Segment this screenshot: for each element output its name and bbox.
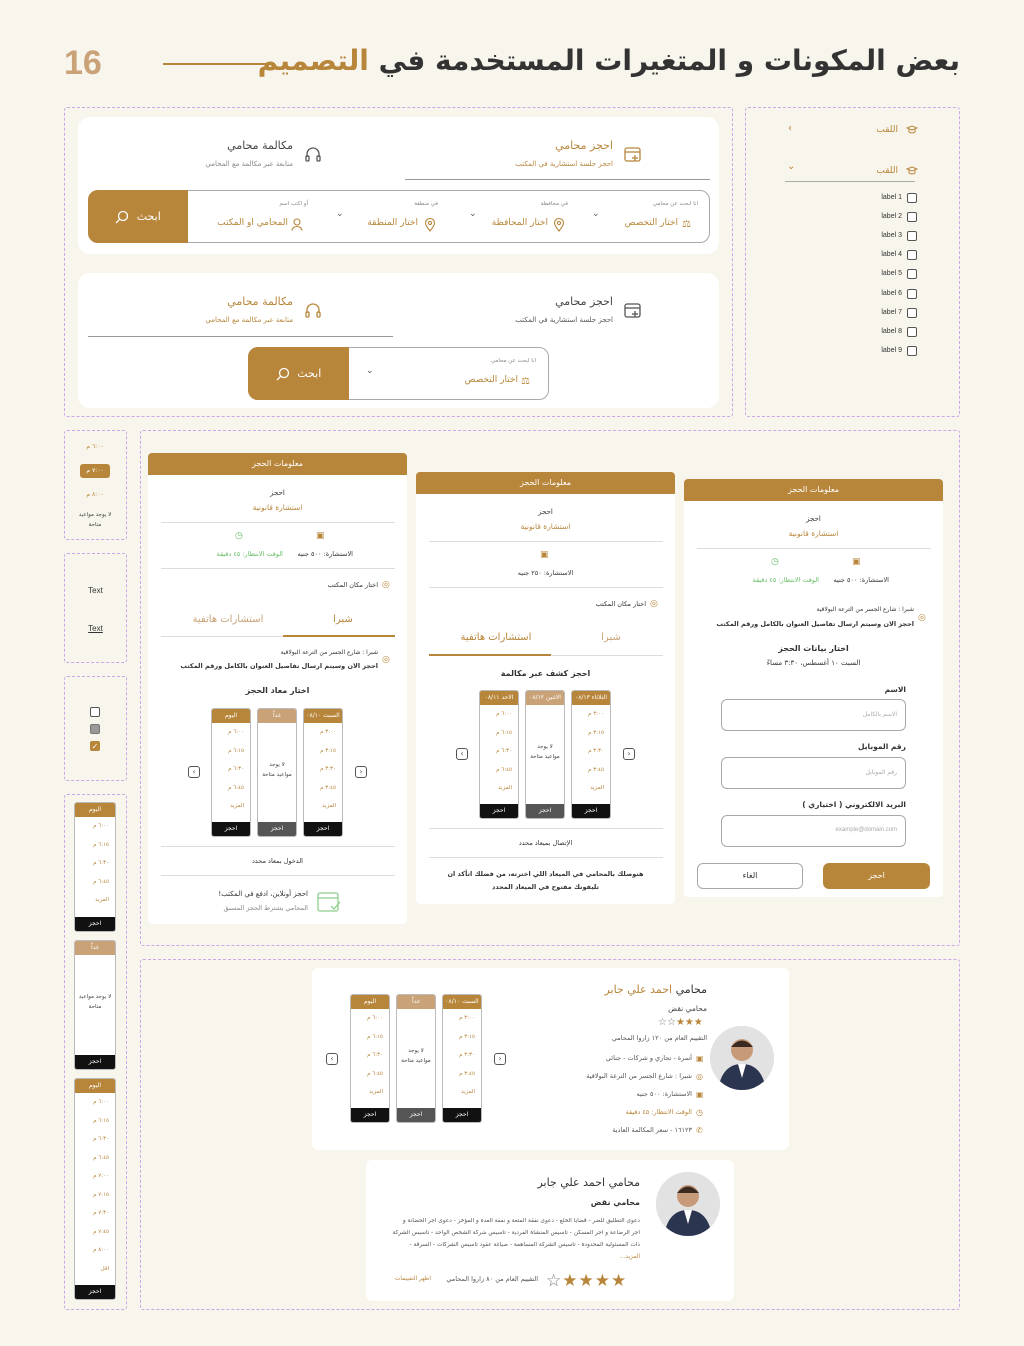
page-title-main: بعض المكونات و المتغيرات المستخدمة في [378, 44, 960, 77]
lawyer-name-main[interactable]: احمد علي جابر [604, 983, 673, 996]
search-button[interactable] [88, 190, 188, 243]
star-empty-icon: ☆ [546, 1271, 562, 1291]
gov-label: في محافظة [540, 201, 568, 207]
booking-data-title: اختار بيانات الحجز [778, 644, 849, 653]
lawyer-role: محامي نقض [668, 1004, 707, 1013]
chevron-down-icon[interactable]: ⌄ [366, 366, 374, 376]
day-header: غداً [397, 995, 435, 1009]
spec-label: انا ابحث عن محامي [652, 201, 698, 207]
filter-checkbox[interactable] [907, 212, 917, 222]
time-slot[interactable]: ٦:٠٠ م [93, 823, 109, 829]
area-value[interactable]: اختار المنطقة [367, 218, 418, 228]
day-header: الاحد ٠٨/١١ [480, 691, 518, 705]
gavel-icon: ⚖ [682, 219, 691, 230]
day-header: اليوم [75, 803, 115, 817]
online-title: احجز أونلاين، ادفع في المكتب! [218, 890, 308, 898]
time-slot[interactable]: ٦:١٥ م [228, 747, 244, 754]
time-slot[interactable]: ٦:٣٠ م [496, 748, 512, 754]
fee-text: الاستشارة: ٥٠٠ جنيه [833, 576, 889, 584]
lawyer-name-prefix: محامي [675, 983, 707, 996]
tab-phone[interactable]: استشارات هاتفية [460, 632, 532, 643]
day-column [74, 1078, 116, 1300]
filter-checkbox[interactable] [907, 250, 917, 260]
rating-stars [658, 1017, 703, 1028]
location-pin-icon: ◎ [382, 655, 390, 665]
lawyer-specs: أسرة - تجاري و شركات - جنائي [605, 1054, 692, 1062]
chevron-down-icon[interactable]: ⌄ [469, 209, 477, 219]
page-number: 16 [64, 44, 102, 82]
time-slot[interactable]: ٣:٠٠ م [320, 729, 336, 735]
time-slot[interactable]: ٦:٣٠ م [367, 1052, 383, 1058]
money-icon: ▣ [696, 1090, 704, 1099]
arrow-left-button[interactable]: ‹ [326, 1053, 338, 1065]
phone-label: رقم الموبايل [858, 742, 906, 751]
star-filled-icon: ★ [594, 1271, 610, 1291]
star-filled-icon: ★ [693, 1017, 703, 1028]
empty-slots-text: لا يوجد مواعيد متاحة [78, 994, 112, 1010]
search-button-label: ابحث [136, 210, 161, 223]
time-slot[interactable]: ٣:٠٠ م [459, 1015, 475, 1021]
call-note: هنوصلك بالمحامي في الميعاد اللي اخترته، من فضلك اتأكد ان تليفونك مفتوح في الميعاد المحدد [447, 870, 644, 891]
arrow-right-button[interactable]: › [494, 1053, 506, 1065]
time-slot[interactable]: ٣:٣٠ م [320, 766, 336, 772]
divider [429, 587, 663, 588]
day-header: السبت ٠٨/١٠ [443, 995, 481, 1009]
filter-item-label: label 8 [881, 327, 902, 335]
filter-item-label: label 6 [881, 289, 902, 297]
day-header: غداً [75, 941, 115, 955]
filter-title: اللقب [876, 125, 898, 135]
lawyer-rating: التقييم العام من ١٢٠ زاروا المحامي [611, 1034, 707, 1042]
place-text: اختار مكان المكتب [595, 600, 646, 608]
time-slot[interactable]: ٧:٤٥ م [93, 1228, 109, 1235]
address-line: شبرا : شارع الجسر من الترعة البولاقية [280, 649, 378, 656]
booking-header: معلومات الحجز [148, 453, 407, 475]
gavel-icon: ⚖ [521, 376, 530, 387]
time-slot[interactable]: ٦:٣٠ م [93, 860, 109, 866]
text-sample-link[interactable]: Text [88, 624, 103, 633]
location-pin-icon: ◎ [650, 599, 658, 609]
day-column [479, 690, 519, 819]
search-card-narrow [78, 273, 719, 408]
filter-item-label: label 7 [881, 308, 902, 316]
rating-stars [546, 1271, 627, 1291]
lawyer-profile-card [366, 1160, 734, 1301]
day-header: غداً [258, 709, 296, 723]
day-header: اليوم [351, 995, 389, 1009]
book-label: احجز [806, 515, 821, 523]
day-column [303, 708, 343, 837]
headset-icon [303, 301, 323, 321]
day-header: اليوم [212, 709, 250, 723]
book-slot-button[interactable]: احجز [258, 822, 296, 836]
clock-icon: ◷ [235, 531, 243, 541]
call-line: الإتصال بميعاد محدد [518, 839, 573, 847]
pick-time-title: اختار معاد الحجز [245, 686, 310, 695]
filter-checkbox[interactable] [907, 269, 917, 279]
filter-section [745, 107, 960, 417]
address-note: احجز الان وسيتم ارسال تفاصيل العنوان بالكامل ورقم المكتب [180, 662, 378, 670]
wait-text: الوقت الانتظار: ٤٥ دقيقة [752, 576, 819, 584]
time-slot[interactable]: ٦:١٥ م [496, 729, 512, 736]
name-label: أو اكتب اسم [279, 201, 308, 207]
filter-divider [785, 181, 915, 182]
book-slot-button[interactable]: احجز [75, 1285, 115, 1299]
filter-item-label: label 4 [881, 251, 902, 259]
day-column [571, 690, 611, 819]
time-slot[interactable]: ٣:٣٠ م [459, 1052, 475, 1058]
divider [161, 568, 395, 569]
pick-call-title: احجز كشف عبر مكالمة [500, 669, 591, 678]
divider [161, 846, 395, 847]
profile-desc-1: دعوى التطليق للضر - قضايا الخلع - دعوى نفقة المتعة و نفقة العدة و المؤخر - دعوى اجر الحضانة و [402, 1218, 640, 1224]
checkbox-unchecked[interactable] [90, 707, 100, 717]
call-tab-title[interactable]: مكالمة محامي [227, 295, 293, 308]
lawyer-fee: الاستشارة: ٥٠٠ جنيه [636, 1090, 692, 1098]
time-slot[interactable]: ٦:٣٠ م [93, 1136, 109, 1142]
name-placeholder: الاسم بالكامل [862, 711, 897, 718]
cancel-button[interactable]: الغاء [697, 863, 803, 889]
filter-checkbox[interactable] [907, 193, 917, 203]
wait-text: الوقت الانتظار: ٤٥ دقيقة [216, 550, 283, 558]
profile-name[interactable]: محامي احمد علي جابر [537, 1176, 640, 1189]
location-pin-icon: ◎ [918, 613, 926, 623]
email-placeholder: example@domain.com [835, 827, 897, 833]
arrow-left-button[interactable]: ‹ [456, 748, 468, 760]
time-slot[interactable]: ٧:٣٠ م [93, 1210, 109, 1216]
time-slot[interactable]: ٦:١٥ م [93, 1117, 109, 1124]
filter-title: اللقب [876, 166, 898, 176]
book-tab-title[interactable]: احجز محامي [555, 139, 613, 152]
lawyer-wait: الوقت الانتظار: ٤٥ دقيقة [625, 1108, 692, 1116]
filter-header-collapsed[interactable] [780, 122, 920, 140]
book-slot-button[interactable]: احجز [75, 917, 115, 931]
booking-header: معلومات الحجز [416, 472, 675, 494]
calendar-check-icon [316, 889, 342, 913]
day-column [442, 994, 482, 1123]
filter-checkbox[interactable] [907, 346, 917, 356]
time-slot[interactable]: ٣:١٥ م [588, 729, 604, 736]
book-label: احجز [270, 489, 285, 497]
time-slot[interactable]: ٧:١٥ م [93, 1191, 109, 1198]
book-tab-title[interactable]: احجز محامي [555, 295, 613, 308]
spec-value[interactable]: اختار التخصص [464, 375, 518, 385]
book-slot-button[interactable]: احجز [212, 822, 250, 836]
divider [429, 828, 663, 829]
clock-icon: ◷ [696, 1108, 703, 1117]
name-value[interactable]: المحامي او المكتب [217, 218, 288, 228]
filter-checkbox[interactable] [907, 308, 917, 318]
divider [161, 875, 395, 876]
star-filled-icon: ★ [611, 1271, 627, 1291]
checkbox-disabled [90, 724, 100, 734]
booking-date: السبت ١٠ أغسطس، ٣:٣٠ مساءً [766, 659, 861, 667]
booking-header: معلومات الحجز [684, 479, 943, 501]
day-header: الثلاثاء ٠٨/١٣ [572, 691, 610, 705]
walkin-text: الدخول بمعاد محدد [252, 857, 303, 865]
filter-checkbox[interactable] [907, 231, 917, 241]
more-link[interactable]: المزيد [369, 1089, 383, 1095]
location-pin-icon: ◎ [382, 580, 390, 590]
profile-rating: التقييم العام من ٨٠ زاروا المحامي [446, 1275, 538, 1283]
divider [429, 541, 663, 542]
arrow-right-button[interactable]: › [355, 766, 367, 778]
profile-desc-2: أجر الرضاعة و اجر المسكن - تأسيس المنشأة الفردية - تأسيس شركة الشخص الواحد - تأسيس الشركة [392, 1230, 640, 1236]
lawyer-avatar [710, 1026, 774, 1090]
call-tab-sub: متابعة عبر مكالمة مع المحامي [205, 160, 293, 168]
star-empty-icon: ☆ [666, 1017, 676, 1028]
fee-text: الاستشارة: ٥٠٠ جنيه [297, 550, 353, 558]
filter-item-label: label 2 [881, 213, 902, 221]
day-column [211, 708, 251, 837]
time-chip[interactable]: ٦:٠٠ م [86, 443, 104, 450]
book-slot-button[interactable]: احجز [572, 804, 610, 818]
active-tab-underline [283, 635, 395, 637]
booking-card-a [148, 453, 407, 924]
show-reviews-link[interactable]: اظهر التقييمات [394, 1276, 431, 1282]
grad-cap-icon [906, 125, 918, 135]
time-slot[interactable]: ٦:٠٠ م [367, 1015, 383, 1021]
more-link[interactable]: اقل [100, 1265, 109, 1272]
money-icon: ▣ [852, 557, 861, 567]
day-header: اليوم [75, 1079, 115, 1093]
search-button-label: ابحث [297, 367, 322, 380]
address-line: شبرا : شارع الجسر من الترعة البولاقية [816, 606, 914, 613]
lawyer-call: ١٦١٢٣ - سعر المكالمة العادية [612, 1126, 692, 1134]
more-link[interactable]: المزيد [498, 785, 512, 791]
time-slot[interactable]: ٦:٠٠ م [93, 1099, 109, 1105]
profile-desc-3: ذات المسئولية المحدودة - تأسيس الشركة المساهمة - صياغة عقود تأسيس الشركات - السرقة - [409, 1242, 640, 1248]
star-filled-icon: ★ [578, 1271, 594, 1291]
confirm-button[interactable]: احجز [823, 863, 930, 889]
time-slot[interactable]: ٦:٤٥ م [496, 766, 512, 773]
consult-type: استشارة قانونية [520, 522, 571, 531]
spec-value[interactable]: اختار التخصص [624, 218, 678, 228]
calendar-add-icon [623, 300, 643, 320]
phone-icon: ✆ [696, 1126, 703, 1135]
more-link[interactable]: المزيد [461, 1089, 475, 1095]
time-slot[interactable]: ٣:١٥ م [320, 747, 336, 754]
name-label: الاسم [884, 685, 906, 694]
day-column [396, 994, 436, 1123]
time-chip[interactable]: ٨:٠٠ م [86, 491, 104, 498]
email-input[interactable] [721, 815, 906, 847]
time-slot[interactable]: ٦:١٥ م [367, 1033, 383, 1040]
grad-cap-icon [906, 166, 918, 176]
more-link[interactable]: المزيد [322, 803, 336, 809]
day-column [74, 802, 116, 932]
filter-header-expanded[interactable] [780, 163, 920, 181]
tab-shubra[interactable]: شبرا [333, 614, 353, 625]
star-empty-icon: ☆ [658, 1017, 667, 1028]
time-slot[interactable]: ٣:٠٠ م [588, 711, 604, 717]
text-samples-panel [64, 553, 127, 663]
checkbox-checked[interactable]: ✓ [91, 742, 99, 751]
spec-label: انا ابحث عن محامي [490, 358, 536, 364]
day-column [525, 690, 565, 819]
lawyer-avatar [656, 1172, 720, 1236]
book-slot-button[interactable]: احجز [526, 804, 564, 818]
time-slot[interactable]: ٣:٤٥ م [459, 1070, 475, 1077]
profile-role: محامي نقض [590, 1198, 640, 1207]
mini-empty-text: لا يوجد مواعيد متاحة [78, 512, 112, 528]
day-column [257, 708, 297, 837]
day-column [350, 994, 390, 1123]
tab-phone[interactable]: استشارات هاتفية [192, 614, 264, 625]
book-tab-underline [405, 179, 710, 180]
more-link[interactable]: المزيد [230, 803, 244, 809]
time-slot[interactable]: ٦:٠٠ م [496, 711, 512, 717]
divider [429, 857, 663, 858]
page-title-accent: التصميم [257, 44, 369, 77]
book-slot-button[interactable]: احجز [397, 1108, 435, 1122]
headset-icon [303, 145, 323, 165]
arrow-left-button[interactable]: ‹ [188, 766, 200, 778]
time-slot[interactable]: ٧:٠٠ م [93, 1173, 109, 1179]
search-icon [276, 367, 290, 381]
location-pin-icon: ◎ [696, 1072, 703, 1081]
chevron-left-icon: ‹ [788, 123, 792, 134]
time-slot[interactable]: ٦:٤٥ م [367, 1070, 383, 1077]
call-tab-underline [88, 336, 393, 337]
call-tab-sub: متابعة عبر مكالمة مع المحامي [205, 316, 293, 324]
time-slot[interactable]: ٦:٤٥ م [228, 784, 244, 791]
star-filled-icon: ★ [684, 1017, 694, 1028]
book-tab-sub: احجز جلسة استشارية في المكتب [515, 316, 613, 324]
user-icon [291, 218, 303, 231]
time-slot[interactable]: ٦:٠٠ م [228, 729, 244, 735]
name-input[interactable] [721, 699, 906, 731]
star-filled-icon: ★ [675, 1017, 685, 1028]
consult-type: استشارة قانونية [252, 503, 303, 512]
address-note: احجز الان وسيتم ارسال تفاصيل العنوان بالكامل ورقم المكتب [716, 620, 914, 628]
area-label: في منطقة [414, 201, 438, 207]
briefcase-icon: ▣ [696, 1054, 704, 1063]
search-button[interactable] [248, 347, 349, 400]
money-icon: ▣ [540, 550, 549, 560]
title-rule [163, 63, 271, 65]
money-icon: ▣ [316, 531, 325, 541]
filter-item-label: label 3 [881, 232, 902, 240]
book-slot-button[interactable]: احجز [75, 1055, 115, 1069]
time-slot[interactable]: ٣:٤٥ م [320, 784, 336, 791]
filter-item-label: label 5 [881, 270, 902, 278]
chevron-down-icon: ⌄ [787, 161, 796, 172]
day-column [74, 940, 116, 1070]
empty-slots-text: لا يوجد مواعيد متاحة [262, 761, 292, 778]
booking-card-b [416, 472, 675, 904]
time-slot[interactable]: ٦:١٥ م [93, 841, 109, 848]
chevron-down-icon[interactable]: ⌄ [336, 209, 344, 219]
lawyer-card [312, 968, 789, 1150]
divider [161, 522, 395, 523]
star-filled-icon: ★ [562, 1271, 578, 1291]
filter-checkbox[interactable] [907, 327, 917, 337]
page-title [257, 44, 960, 77]
text-sample-plain: Text [88, 586, 103, 595]
empty-slots-text: لا يوجد مواعيد متاحة [401, 1047, 431, 1064]
search-card-wide [78, 117, 719, 254]
clock-icon: ◷ [771, 557, 779, 567]
filter-item-label: label 1 [881, 194, 902, 201]
calendar-add-icon [623, 144, 643, 164]
lawyer-address: شبرا : شارع الجسر من الترعة البولاقية [586, 1072, 692, 1080]
day-header: الاثنين ٠٨/١٢ [526, 691, 564, 705]
call-tab-title[interactable]: مكالمة محامي [227, 139, 293, 152]
book-slot-button[interactable]: احجز [480, 804, 518, 818]
tab-shubra[interactable]: شبرا [601, 632, 621, 643]
day-header: السبت ٠٨/١٠ [304, 709, 342, 723]
more-link[interactable]: المزيد [95, 897, 109, 903]
time-slot[interactable]: ٨:٠٠ م [93, 1247, 109, 1253]
book-slot-button[interactable]: احجز [351, 1108, 389, 1122]
time-slot[interactable]: ٦:٤٥ م [93, 1154, 109, 1161]
book-slot-button[interactable]: احجز [443, 1108, 481, 1122]
filter-checkbox[interactable] [907, 289, 917, 299]
gov-value[interactable]: اختار المحافظة [491, 218, 548, 228]
phone-placeholder: رقم الموبايل [865, 769, 897, 776]
more-link[interactable]: المزيد [590, 785, 604, 791]
arrow-right-button[interactable]: › [623, 748, 635, 760]
phone-input[interactable] [721, 757, 906, 789]
consult-type: استشارة قانونية [788, 529, 839, 538]
time-slot[interactable]: ٦:٣٠ م [228, 766, 244, 772]
time-chip-selected[interactable]: ٧:٠٠ م [80, 464, 110, 478]
book-slot-button[interactable]: احجز [304, 822, 342, 836]
time-slot[interactable]: ٣:١٥ م [459, 1033, 475, 1040]
divider [551, 655, 663, 656]
online-sub: المحامي يشترط الحجز المسبق [223, 904, 308, 912]
search-icon [115, 210, 129, 224]
time-slot[interactable]: ٣:٣٠ م [588, 748, 604, 754]
chevron-down-icon[interactable]: ⌄ [592, 209, 600, 219]
fee-text: الاستشارة: ٢٥٠ جنيه [517, 569, 574, 577]
divider [697, 548, 931, 549]
divider [161, 636, 283, 637]
book-label: احجز [538, 508, 553, 516]
time-slot[interactable]: ٦:٤٥ م [93, 878, 109, 885]
place-text: اختار مكان المكتب [327, 581, 378, 589]
profile-more-link[interactable]: المزيد... [619, 1254, 640, 1260]
booking-card-c [684, 479, 943, 897]
book-tab-sub: احجز جلسة استشارية في المكتب [515, 160, 613, 168]
time-slot[interactable]: ٣:٤٥ م [588, 766, 604, 773]
email-label: البريد الالكتروني ( اختياري ) [802, 800, 906, 809]
filter-item-label: label 9 [881, 346, 902, 354]
location-pin-icon [424, 218, 436, 232]
lawyer-name [512, 983, 707, 996]
active-tab-underline [429, 654, 551, 656]
empty-slots-text: لا يوجد مواعيد متاحة [530, 743, 560, 760]
location-pin-icon [553, 218, 565, 232]
